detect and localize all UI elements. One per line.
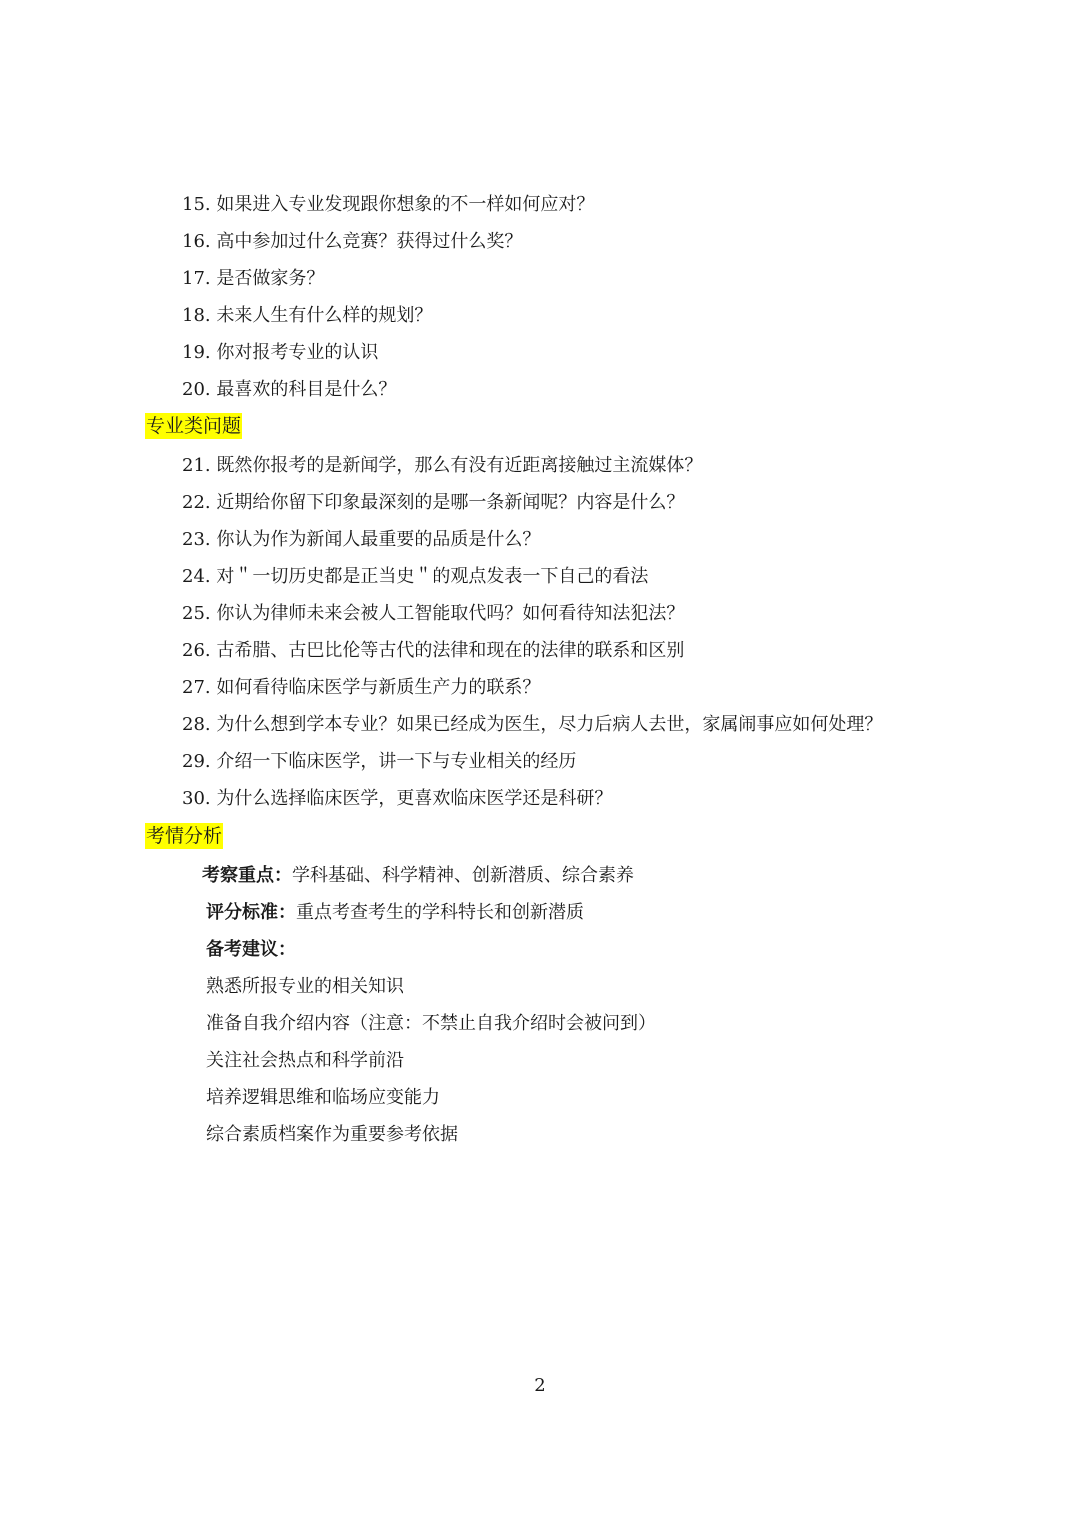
question-item: 15. 如果进入专业发现跟你想象的不一样如何应对？ bbox=[182, 194, 595, 215]
analysis-block bbox=[202, 857, 1002, 1153]
question-item: 23. 你认为作为新闻人最重要的品质是什么？ bbox=[182, 529, 541, 550]
focus-line bbox=[202, 857, 1002, 894]
advice-item: 准备自我介绍内容（注意：不禁止自我介绍时会被问到） bbox=[206, 1013, 656, 1034]
advice-line bbox=[202, 931, 1002, 968]
criteria-label: 评分标准： bbox=[206, 902, 296, 923]
question-item: 26. 古希腊、古巴比伦等古代的法律和现在的法律的联系和区别 bbox=[182, 640, 685, 661]
advice-item: 综合素质档案作为重要参考依据 bbox=[206, 1124, 458, 1145]
advice-item: 关注社会热点和科学前沿 bbox=[206, 1050, 404, 1071]
question-item: 21. 既然你报考的是新闻学，那么有没有近距离接触过主流媒体？ bbox=[182, 455, 703, 476]
advice-item: 熟悉所报专业的相关知识 bbox=[206, 976, 404, 997]
focus-label: 考察重点： bbox=[202, 865, 292, 886]
question-item: 22. 近期给你留下印象最深刻的是哪一条新闻呢？内容是什么？ bbox=[182, 492, 685, 513]
question-item: 18. 未来人生有什么样的规划？ bbox=[182, 305, 433, 326]
question-item: 19. 你对报考专业的认识 bbox=[182, 342, 379, 363]
question-item: 24. 对＂一切历史都是正当史＂的观点发表一下自己的看法 bbox=[182, 566, 649, 587]
section-heading-analysis: 考情分析 bbox=[146, 825, 223, 847]
page-number: 2 bbox=[534, 1375, 546, 1396]
criteria-line bbox=[202, 894, 1002, 931]
question-item: 17. 是否做家务？ bbox=[182, 268, 325, 289]
section-heading-major: 专业类问题 bbox=[146, 415, 242, 437]
question-item: 30. 为什么选择临床医学，更喜欢临床医学还是科研？ bbox=[182, 788, 613, 809]
question-item: 27. 如何看待临床医学与新质生产力的联系？ bbox=[182, 677, 541, 698]
question-item: 16. 高中参加过什么竞赛？获得过什么奖？ bbox=[182, 231, 523, 252]
advice-label: 备考建议： bbox=[206, 939, 296, 960]
question-item: 20. 最喜欢的科目是什么？ bbox=[182, 379, 397, 400]
question-item: 29. 介绍一下临床医学，讲一下与专业相关的经历 bbox=[182, 751, 577, 772]
general-question-list bbox=[182, 186, 1042, 408]
question-item: 25. 你认为律师未来会被人工智能取代吗？如何看待知法犯法？ bbox=[182, 603, 685, 624]
focus-value: 学科基础、科学精神、创新潜质、综合素养 bbox=[292, 865, 634, 886]
criteria-value: 重点考查考生的学科特长和创新潜质 bbox=[296, 902, 584, 923]
major-question-list bbox=[182, 447, 1042, 817]
advice-item: 培养逻辑思维和临场应变能力 bbox=[206, 1087, 440, 1108]
question-item: 28. 为什么想到学本专业？如果已经成为医生，尽力后病人去世，家属闹事应如何处理？ bbox=[182, 714, 883, 735]
